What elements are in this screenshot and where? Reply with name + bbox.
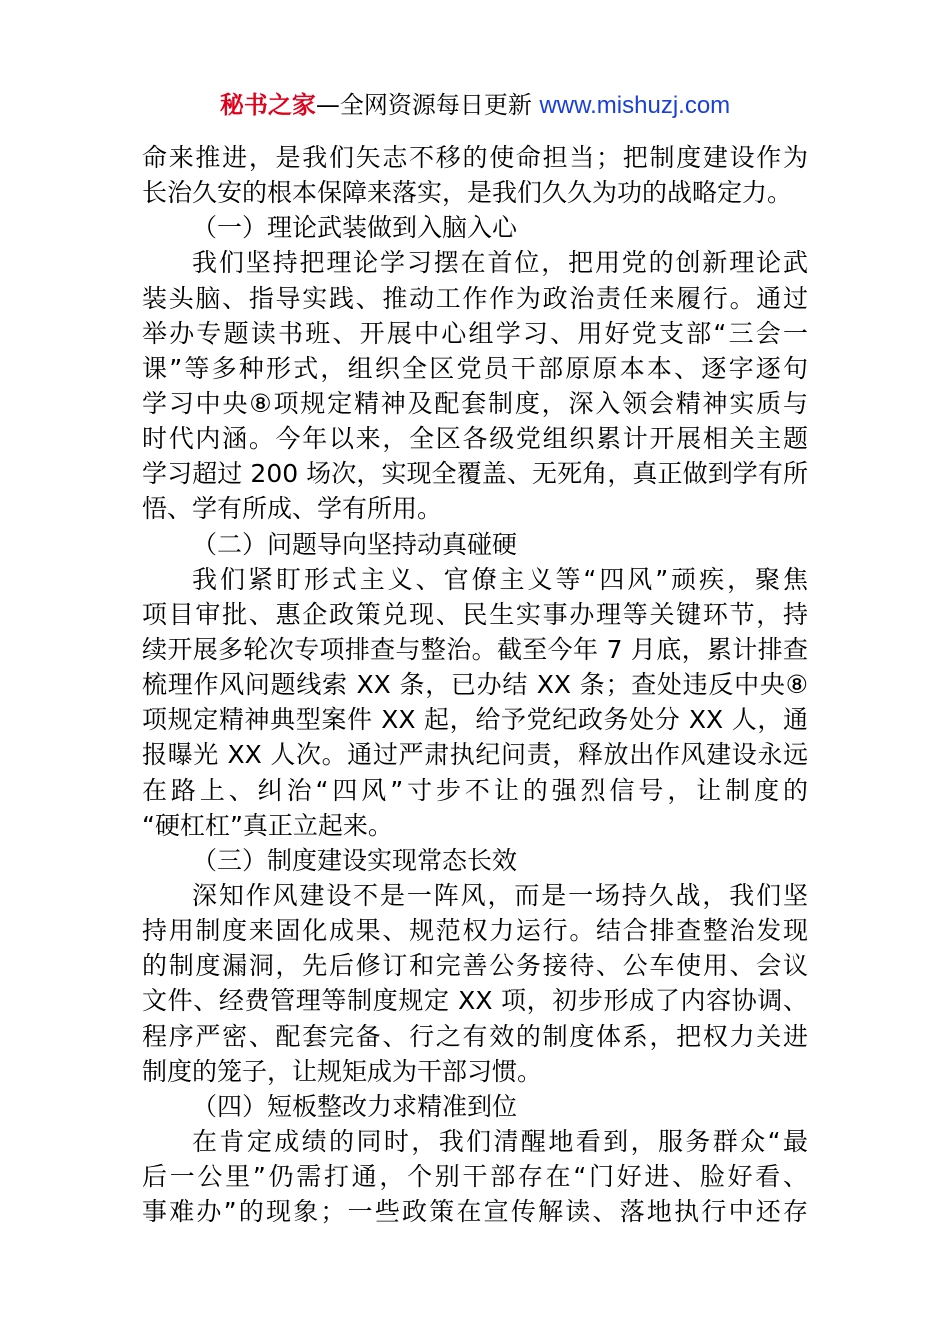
paragraph-line: 程序严密、配套完备、行之有效的制度体系，把权力关进 — [142, 1021, 808, 1051]
paragraph-line: “硬杠杠”真正立起来。 — [142, 810, 393, 840]
paragraph-line: 持用制度来固化成果、规范权力运行。结合排查整治发现 — [142, 916, 808, 946]
paragraph-line: 长治久安的根本保障来落实，是我们久久为功的战略定力。 — [142, 178, 793, 208]
site-url-link[interactable]: www.mishuzj.com — [539, 92, 731, 119]
paragraph-line: 我们坚持把理论学习摆在首位，把用党的创新理论武 — [192, 248, 808, 278]
paragraph-line: 文件、经费管理等制度规定 XX 项，初步形成了内容协调、 — [142, 986, 808, 1016]
paragraph-line: 在肯定成绩的同时，我们清醒地看到，服务群众“最 — [192, 1126, 808, 1156]
paragraph-line: 时代内涵。今年以来，全区各级党组织累计开展相关主题 — [142, 424, 808, 454]
document-body — [142, 140, 808, 1229]
paragraph-line: 在路上、纠治“四风”寸步不让的强烈信号，让制度的 — [142, 775, 808, 805]
section-heading: （四）短板整改力求精准到位 — [192, 1091, 518, 1121]
section-heading: （三）制度建设实现常态长效 — [192, 845, 518, 875]
paragraph-line: 我们紧盯形式主义、官僚主义等“四风”顽疾，聚焦 — [192, 564, 808, 594]
paragraph-line: 学习中央⑧项规定精神及配套制度，深入领会精神实质与 — [142, 388, 808, 418]
paragraph-line: 课”等多种形式，组织全区党员干部原原本本、逐字逐句 — [142, 353, 808, 383]
paragraph-line: 制度的笼子，让规矩成为干部习惯。 — [142, 1056, 543, 1086]
paragraph-line: 项规定精神典型案件 XX 起，给予党纪政务处分 XX 人，通 — [142, 705, 808, 735]
paragraph-line: 项目审批、惠企政策兑现、民生实事办理等关键环节，持 — [142, 599, 808, 629]
paragraph-line: 报曝光 XX 人次。通过严肃执纪问责，释放出作风建设永远 — [142, 740, 808, 770]
paragraph-line: 悟、学有所成、学有所用。 — [142, 494, 443, 524]
paragraph-line: 深知作风建设不是一阵风，而是一场持久战，我们坚 — [192, 880, 808, 910]
paragraph-line: 举办专题读书班、开展中心组学习、用好党支部“三会一 — [142, 318, 808, 348]
paragraph-line: 学习超过 200 场次，实现全覆盖、无死角，真正做到学有所 — [142, 459, 808, 489]
section-heading: （二）问题导向坚持动真碰硬 — [192, 529, 518, 559]
site-header — [0, 88, 950, 123]
section-heading: （一）理论武装做到入脑入心 — [192, 213, 518, 243]
paragraph-line: 事难办”的现象；一些政策在宣传解读、落地执行中还存 — [142, 1197, 808, 1227]
paragraph-line: 续开展多轮次专项排查与整治。截至今年 7 月底，累计排查 — [142, 634, 808, 664]
paragraph-line: 后一公里”仍需打通，个别干部存在“门好进、脸好看、 — [142, 1162, 808, 1192]
paragraph-line: 装头脑、指导实践、推动工作作为政治责任来履行。通过 — [142, 283, 808, 313]
paragraph-line: 梳理作风问题线索 XX 条，已办结 XX 条；查处违反中央⑧ — [142, 670, 808, 700]
site-tagline: —全网资源每日更新 — [315, 91, 540, 119]
site-brand[interactable]: 秘书之家 — [219, 91, 316, 119]
paragraph-line: 的制度漏洞，先后修订和完善公务接待、公车使用、会议 — [142, 951, 808, 981]
paragraph-line: 命来推进，是我们矢志不移的使命担当；把制度建设作为 — [142, 143, 808, 172]
